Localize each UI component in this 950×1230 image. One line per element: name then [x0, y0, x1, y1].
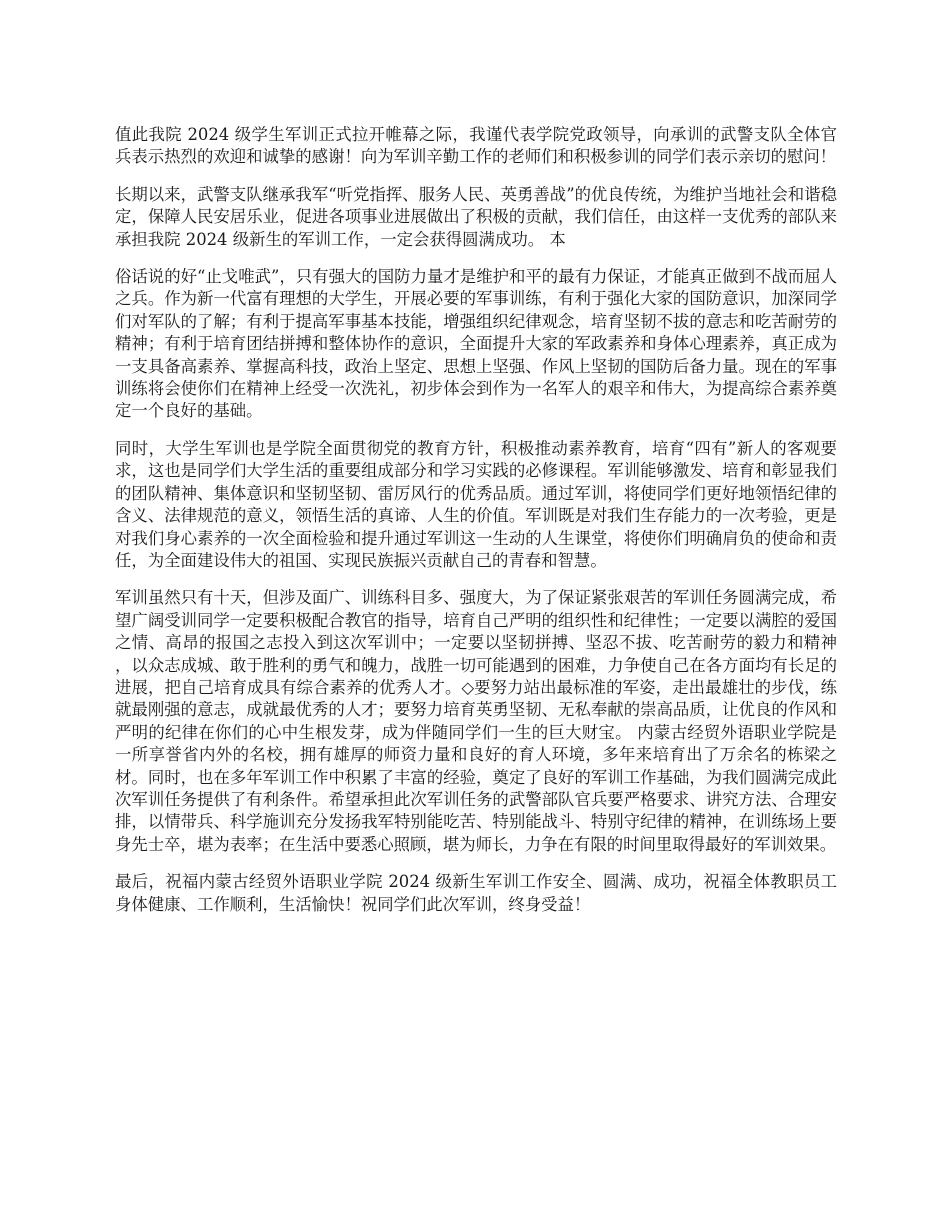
paragraph-closing-wishes: 最后，祝福内蒙古经贸外语职业学院 2024 级新生军训工作安全、圆满、成功，祝福全体教职员工身体健康、工作顺利，生活愉快！祝同学们此次军训，终身受益！ — [115, 872, 837, 914]
paragraph-welcome: 值此我院 2024 级学生军训正式拉开帷幕之际，我谨代表学院党政领导，向承训的武警支队全体官兵表示热烈的欢迎和诚挚的感谢！向为军训辛勤工作的老师们和积极参训的同学们表示亲切的慰问！ — [115, 125, 837, 167]
paragraph-armed-police: 长期以来，武警支队继承我军“听党指挥、服务人民、英勇善战”的优良传统，为维护当地社会和谐稳定，保障人民安居乐业，促进各项事业进展做出了积极的贡献，我们信任，由这样一支优秀的部队来承担我院 2024 级新生的军训工作，一定会获得圆满成功。 本 — [115, 184, 837, 249]
document-body — [115, 124, 837, 931]
paragraph-training-expectations: 军训虽然只有十天，但涉及面广、训练科目多、强度大，为了保证紧张艰苦的军训任务圆满完成，希望广阔受训同学一定要积极配合教官的指导，培育自己严明的组织性和纪律性；一定要以满腔的爱国之情、高昂的报国之志投入到这次军训中；一定要以坚韧拼搏、坚忍不拔、吃苦耐劳的毅力和精神 ，以众志成城、敢于胜利的勇气和魄力，战胜一切可能遇到的困难，力争使自己在各方面均有长足的进展，把自己培育成具有综合素养的优秀人才。◇要努力站出最标准的军姿，走出最雄壮的步伐，练就最刚强的意志，成就最优秀的人才；要努力培育英勇坚韧、无私奉献的崇高品质，让优良的作风和严明的纪律在你们的心中生根发芽，成为伴随同学们一生的巨大财宝。 内蒙古经贸外语职业学院是一所享誉省内外的名校，拥有雄厚的师资力量和良好的育人环境，多年来培育出了万余名的栋梁之材。同时，也在多年军训工作中积累了丰富的经验，奠定了良好的军训工作基础，为我们圆满完成此次军训任务提供了有利条件。希望承担此次军训任务的武警部队官兵要严格要求、讲究方法、合理安排，以情带兵、科学施训充分发扬我军特别能吃苦、特别能战斗、特别守纪律的精神，在训练场上要身先士卒，堪为表率；在生活中要悉心照顾，堪为师长，力争在有限的时间里取得最好的军训效果。 — [115, 588, 837, 854]
paragraph-education-policy: 同时，大学生军训也是学院全面贯彻党的教育方针，积极推动素养教育，培育“四有”新人的客观要求，这也是同学们大学生活的重要组成部分和学习实践的必修课程。军训能够激发、培育和彰显我们的团队精神、集体意识和坚韧坚韧、雷厉风行的优秀品质。通过军训，将使同学们更好地领悟纪律的含义、法律规范的意义，领悟生活的真谛、人生的价值。军训既是对我们生存能力的一次考验，更是对我们身心素养的一次全面检验和提升通过军训这一生动的人生课堂，将使你们明确肩负的使命和责任，为全面建设伟大的祖国、实现民族振兴贡献自己的青春和智慧。 — [115, 438, 837, 570]
paragraph-national-defense: 俗话说的好“止戈唯武”，只有强大的国防力量才是维护和平的最有力保证，才能真正做到不战而屈人之兵。作为新一代富有理想的大学生，开展必要的军事训练，有利于强化大家的国防意识，加深同学们对军队的了解；有利于提高军事基本技能，增强组织纪律观念，培育坚韧不拔的意志和吃苦耐劳的精神；有利于培育团结拼搏和整体协作的意识，全面提升大家的军政素养和身体心理素养，真正成为一支具备高素养、掌握高科技，政治上坚定、思想上坚强、作风上坚韧的国防后备力量。现在的军事训练将会使你们在精神上经受一次洗礼，初步体会到作为一名军人的艰辛和伟大，为提高综合素养奠定一个良好的基础。 — [115, 267, 837, 421]
